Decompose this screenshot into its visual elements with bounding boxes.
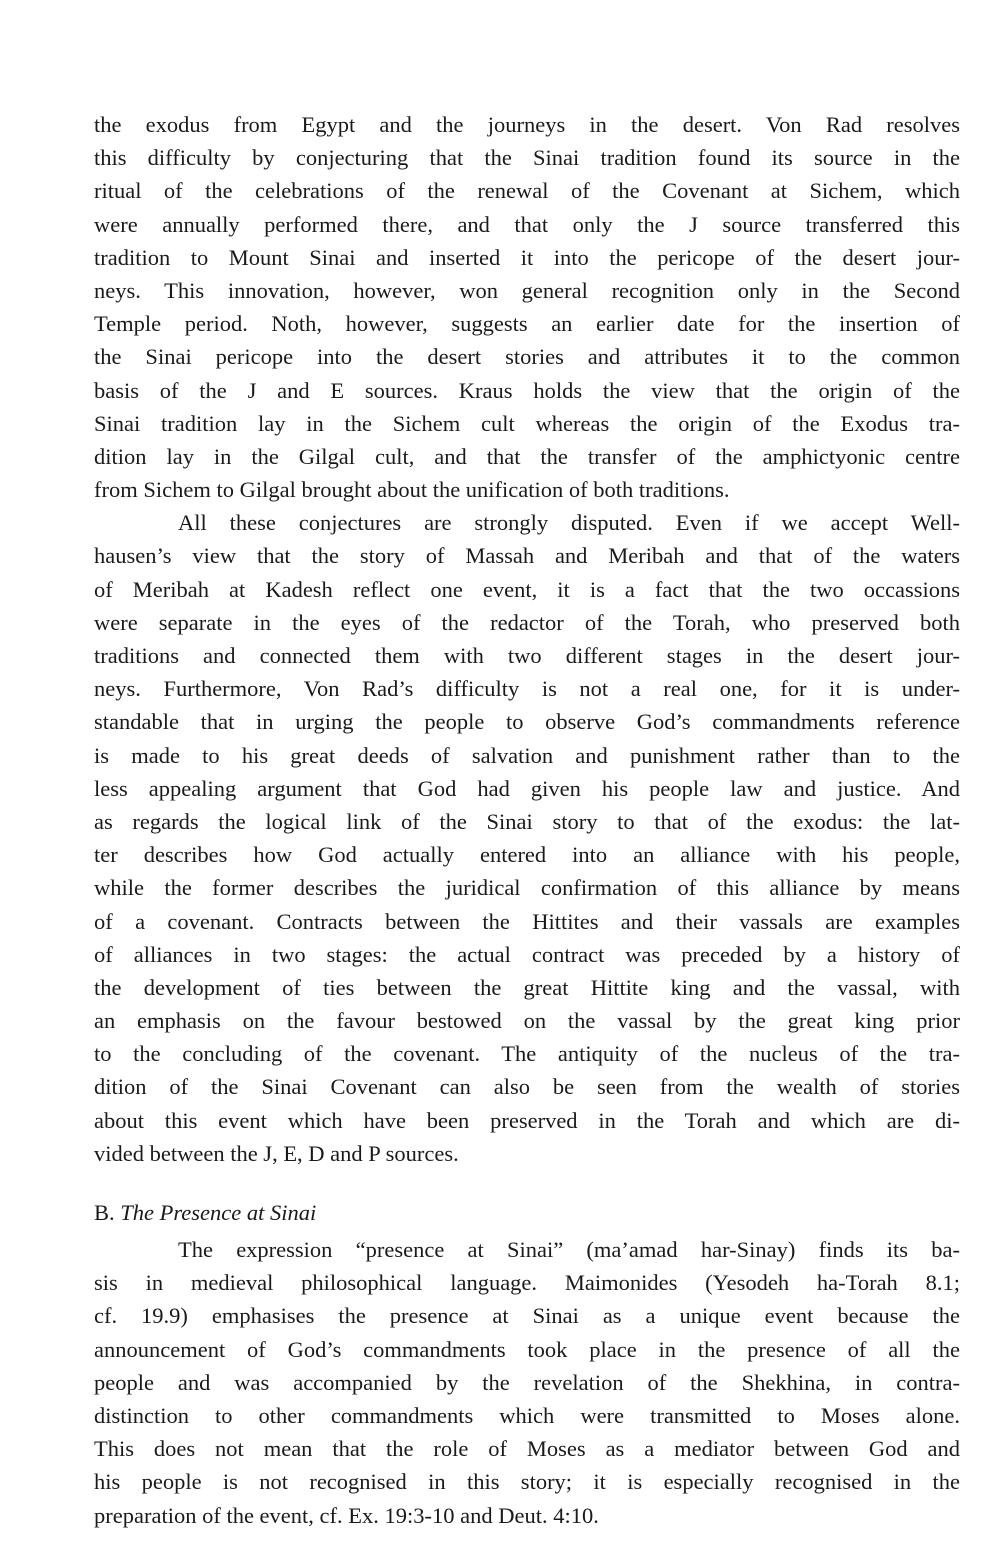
text-line: The expression “presence at Sinai” (ma’amad har-Sinay) finds its ba- (178, 1237, 960, 1262)
section-heading-label: B. (94, 1200, 115, 1225)
text-line: an emphasis on the favour bestowed on the vassal by the great king prior (94, 1008, 960, 1034)
text-line: about this event which have been preserved in the Torah and which are di- (94, 1107, 960, 1133)
text-line: distinction to other commandments which were transmitted to Moses alone. (94, 1402, 960, 1428)
text-line: This does not mean that the role of Moses as a mediator between God and (94, 1436, 960, 1462)
text-line: were separate in the eyes of the redactor of the Torah, who preserved both (94, 609, 960, 635)
text-line: of a covenant. Contracts between the Hittites and their vassals are examples (94, 908, 960, 934)
section-heading-title: The Presence at Sinai (120, 1200, 317, 1225)
text-line: neys. This innovation, however, won general recognition only in the Second (94, 277, 960, 303)
text-line: the development of ties between the great Hittite king and the vassal, with (94, 974, 960, 1000)
text-line: dition lay in the Gilgal cult, and that the transfer of the amphictyonic centre (94, 443, 960, 469)
text-line: while the former describes the juridical confirmation of this alliance by means (94, 875, 960, 901)
text-line: tradition to Mount Sinai and inserted it into the pericope of the desert jour- (94, 244, 960, 270)
text-line: traditions and connected them with two different stages in the desert jour- (94, 643, 960, 668)
paragraph-3 (94, 1233, 960, 1532)
text-line: his people is not recognised in this story; it is especially recognised in the (94, 1469, 960, 1495)
text-line: vided between the J, E, D and P sources. (94, 1140, 459, 1166)
text-line: less appealing argument that God had given his people law and justice. And (94, 775, 960, 801)
text-line: the exodus from Egypt and the journeys in the desert. Von Rad resolves (94, 112, 960, 137)
text-line: announcement of God’s commandments took place in the presence of all the (94, 1336, 960, 1362)
text-line: were annually performed there, and that only the J source transferred this (94, 211, 960, 237)
text-line: sis in medieval philosophical language. Maimonides (Yesodeh ha-Torah 8.1; (94, 1270, 960, 1296)
paragraph-2 (94, 506, 960, 1170)
text-line: Temple period. Noth, however, suggests an earlier date for the insertion of (94, 311, 960, 337)
text-line: of Meribah at Kadesh reflect one event, it is a fact that the two occassions (94, 576, 960, 602)
text-line: the Sinai pericope into the desert stories and attributes it to the common (94, 344, 960, 370)
text-line: this difficulty by conjecturing that the Sinai tradition found its source in the (94, 145, 960, 171)
text-line: basis of the J and E sources. Kraus holds the view that the origin of the (94, 377, 960, 403)
section-gap (94, 1170, 960, 1196)
text-line: preparation of the event, cf. Ex. 19:3-10 and Deut. 4:10. (94, 1502, 599, 1528)
paragraph-1 (94, 108, 960, 506)
text-line: ter describes how God actually entered into an alliance with his people, (94, 842, 960, 868)
text-line: Sinai tradition lay in the Sichem cult whereas the origin of the Exodus tra- (94, 410, 960, 436)
text-line: All these conjectures are strongly disputed. Even if we accept Well- (178, 510, 960, 536)
text-line: people and was accompanied by the revelation of the Shekhina, in contra- (94, 1369, 960, 1395)
page-body (94, 108, 960, 1532)
text-line: as regards the logical link of the Sinai story to that of the exodus: the lat- (94, 808, 960, 834)
text-line: cf. 19.9) emphasises the presence at Sinai as a unique event because the (94, 1303, 960, 1329)
text-line: from Sichem to Gilgal brought about the unification of both traditions. (94, 477, 730, 503)
text-line: dition of the Sinai Covenant can also be seen from the wealth of stories (94, 1074, 960, 1100)
text-line: neys. Furthermore, Von Rad’s difficulty is not a real one, for it is under- (94, 676, 960, 702)
text-line: is made to his great deeds of salvation and punishment rather than to the (94, 742, 960, 768)
text-line: standable that in urging the people to observe God’s commandments reference (94, 709, 960, 735)
text-line: ritual of the celebrations of the renewal of the Covenant at Sichem, which (94, 178, 960, 204)
section-heading (94, 1196, 960, 1229)
text-line: to the concluding of the covenant. The antiquity of the nucleus of the tra- (94, 1041, 960, 1067)
text-line: hausen’s view that the story of Massah and Meribah and that of the waters (94, 543, 960, 569)
text-line: of alliances in two stages: the actual contract was preceded by a history of (94, 941, 960, 967)
